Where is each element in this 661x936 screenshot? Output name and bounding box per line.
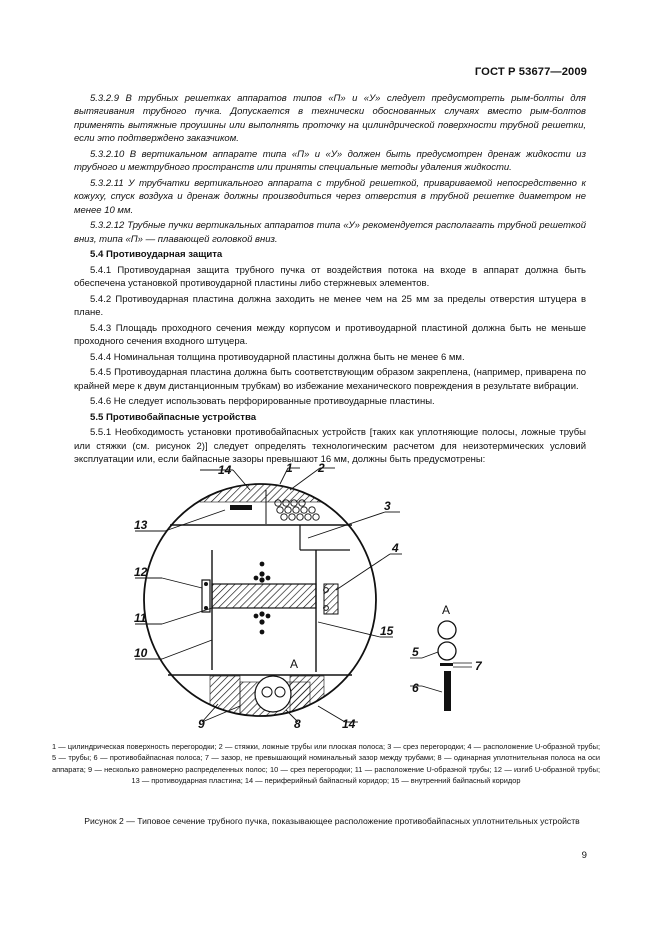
standard-header: ГОСТ Р 53677—2009 <box>474 66 587 78</box>
callout-a-main: A <box>290 657 299 671</box>
paragraph-5-4-4: 5.4.4 Номинальная толщина противоударной пластины должна быть не менее 6 мм. <box>90 351 465 363</box>
impingement-plate <box>212 584 316 608</box>
figure-caption: Рисунок 2 — Типовое сечение трубного пучка, показывающее расположение противобайпасных уплотнительных устройств <box>84 816 580 826</box>
paragraph-5-4-5: 5.4.5 Противоударная пластина должна быть соответствующим образом закреплена, (например, приварена по крайней мере к двум дистанционным трубкам) во избежание механического повреждения в результате вибрации. <box>74 367 586 392</box>
callout-2: 2 <box>318 461 325 475</box>
paragraph-5-3-2-11: 5.3.2.11 У трубчатки вертикального аппарата с трубной решеткой, привариваемой непосредственно к кожуху, спуск воздуха и дренаж должны производиться через отверстия в трубной решетке диаметром не менее 10 мм. <box>74 177 586 216</box>
detail-sealing-strip <box>444 671 451 711</box>
paragraph-5-4-1: 5.4.1 Противоударная защита трубного пучка от воздействия потока на входе в аппарат должна быть обеспечена установкой противоударной пластины либо стержневых элементов. <box>74 264 586 290</box>
body-text <box>74 92 586 469</box>
section-heading-5-4: 5.4 Противоударная защита <box>90 249 223 261</box>
callout-8: 8 <box>294 717 301 731</box>
paragraph-5-5-1: 5.5.1 Необходимость установки противобайпасных устройств [таких как уплотняющие полосы, ложные трубы или стяжки (см. рисунок 2)] следует определять технологическим расчетом для неизотермических условий эксплуатации или, если байпасные зазоры превышают 16 мм, должны быть предусмотрены: <box>74 427 586 466</box>
detail-tube-upper <box>438 621 456 639</box>
callout-12: 12 <box>134 565 148 579</box>
callout-6: 6 <box>412 681 419 695</box>
paragraph-5-3-2-9: 5.3.2.9 В трубных решетках аппаратов типов «П» и «У» следует предусмотреть рым-болты для вытягивания трубного пучка. Допускается в технически обоснованных случаях вместо рым-болтов применять вытяжные проушины или выполнять проточку на цилиндрической поверхности трубной решетки, если это подтверждено заказчиком. <box>74 93 586 145</box>
callout-10: 10 <box>134 646 148 660</box>
callout-11: 11 <box>134 611 147 625</box>
paragraph-5-4-3: 5.4.3 Площадь проходного сечения между корпусом и противоударной пластиной должна быть не меньше проходного сечения входного штуцера. <box>74 322 586 348</box>
paragraph-5-3-2-10: 5.3.2.10 В вертикальном аппарате типа «П» и «У» должен быть предусмотрен дренаж жидкости из трубного и межтрубного пространств или приняты специальные методы удаления жидкости. <box>74 148 586 174</box>
callout-9: 9 <box>198 717 205 731</box>
tube-group-top <box>275 500 319 520</box>
callout-3: 3 <box>384 499 391 513</box>
callout-5: 5 <box>412 645 419 659</box>
detail-tube-lower <box>438 642 456 660</box>
detail-a-title: A <box>442 603 451 617</box>
bottom-sealing-strip-right <box>290 676 324 716</box>
page-number: 9 <box>581 850 587 861</box>
callout-7: 7 <box>475 659 482 673</box>
u-tube-right <box>324 584 338 614</box>
u-tube-left-dot-1 <box>204 582 208 586</box>
callout-4: 4 <box>392 541 399 555</box>
callout-15: 15 <box>380 624 394 638</box>
callout-1: 1 <box>286 461 293 475</box>
paragraph-5-4-2: 5.4.2 Противоударная пластина должна заходить не менее чем на 25 мм за пределы отверстия штуцера в плане. <box>74 293 586 319</box>
figure-2-tube-bundle-section <box>90 460 510 750</box>
bottom-sealing-strip-left <box>210 676 240 716</box>
callout-14-bottom: 14 <box>342 717 356 731</box>
callout-14-top: 14 <box>218 463 232 477</box>
detail-gap-marker <box>440 663 453 666</box>
paragraph-5-3-2-12: 5.3.2.12 Трубные пучки вертикальных аппаратов типа «У» рекомендуется располагать трубной решеткой вниз, типа «П» — плавающей головкой вниз. <box>74 220 586 245</box>
tie-rod-top <box>230 505 252 510</box>
detail-a-marker <box>255 676 291 712</box>
callout-13: 13 <box>134 518 148 532</box>
detail-leader-6 <box>422 686 442 692</box>
figure-legend: 1 — цилиндрическая поверхность перегородки; 2 — стяжки, ложные трубы или плоская полоса; 3 — срез перегородки; 4 — расположение U-образной трубы; 5 — трубы; 6 — противобайпасная полоса; 7 — зазор, не превышающий номинальный зазор между трубами; 8 — одинарная уплотнительная полоса на оси аппарата; 9 — несколько равномерно распределенных полос; 10 — срез перегородки; 11 — расположение U-образной трубы; 12 — изгиб U-образной трубы; 13 — противоударная пластина; 14 — периферийный байпасный коридор; 15 — внутренний байпасный коридор <box>52 742 600 786</box>
section-heading-5-5: 5.5 Противобайпасные устройства <box>90 411 257 423</box>
detail-leader-5 <box>422 652 438 658</box>
paragraph-5-4-6: 5.4.6 Не следует использовать перфорированные противоударные пластины. <box>90 396 435 408</box>
figure-drawing <box>90 460 510 750</box>
